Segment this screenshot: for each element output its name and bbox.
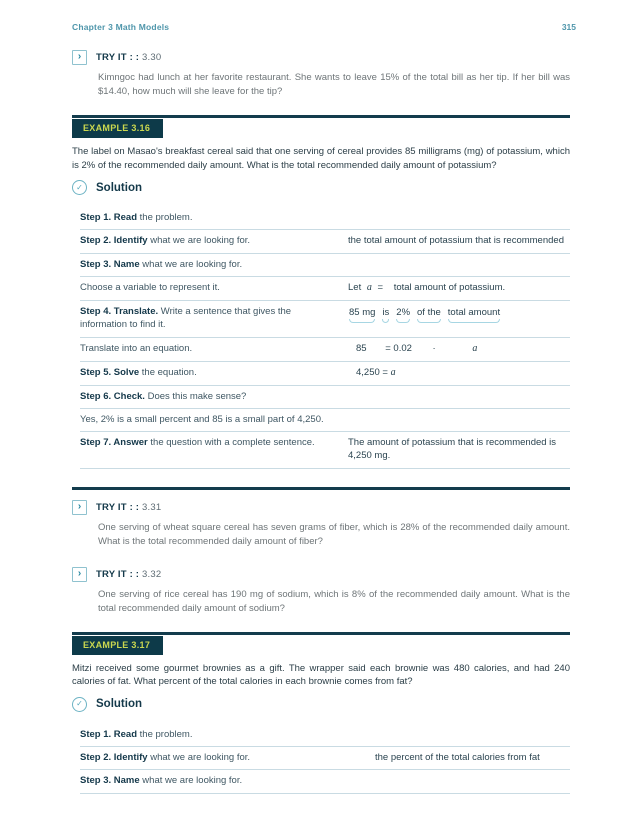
result-cell [348, 258, 570, 271]
check-circle-icon: ✓ [72, 697, 87, 712]
solution-label: Solution [96, 181, 142, 194]
tryit-label [96, 52, 161, 63]
result-cell [348, 281, 570, 295]
result-cell: the total amount of potassium that is recommended [348, 235, 564, 247]
tryit-label-text: TRY IT : : [96, 52, 140, 63]
table-row [80, 362, 570, 386]
step-rest: what we are looking for. [139, 258, 243, 270]
table-row [80, 230, 570, 253]
step-bold: Step 3. Name [80, 258, 140, 270]
step-cell [80, 258, 348, 271]
step-cell [80, 728, 375, 741]
example-3-16-body: The label on Masao's breakfast cereal said that one serving of cereal provides 85 milligrams (mg) of potassium, which is 2% of the recommended daily amount. What is the total recommended daily amount of potassium? [72, 146, 570, 171]
phrase-segment: 85 mg [349, 306, 376, 318]
tryit-label [96, 502, 161, 513]
step-bold: Step 3. Name [80, 775, 140, 787]
step-rest: the problem. [137, 212, 193, 224]
step-cell [80, 342, 348, 356]
check-circle-icon: ✓ [72, 180, 87, 195]
equation-result [348, 366, 570, 380]
step-rest: Yes, 2% is a small percent and 85 is a small part of 4,250. [80, 413, 324, 425]
phrase-segment: total amount [447, 306, 501, 318]
equation-lhs: 4,250 = [356, 366, 388, 378]
multiply-dot: · [432, 342, 436, 354]
tryit-3-32-text: One serving of rice cereal has 190 mg of sodium, which is 8% of the recommended daily amount. What is the total recommended daily amount of sodium? [98, 588, 570, 614]
tryit-3-32-header [72, 567, 570, 582]
tryit-number: 3.32 [142, 568, 162, 580]
step-bold: Step 1. Read [80, 212, 138, 224]
step-cell [80, 413, 348, 426]
step-cell [80, 366, 348, 380]
table-row [80, 277, 570, 301]
tryit-label-text: TRY IT : : [96, 501, 140, 513]
tryit-label [96, 569, 161, 580]
phrase-segment: of the [417, 306, 441, 318]
let-definition: total amount of potassium. [393, 281, 506, 293]
solution-heading [72, 697, 570, 712]
page-number: 315 [561, 22, 576, 32]
step-rest: Translate into an equation. [80, 342, 193, 354]
step-cell [80, 436, 348, 463]
step-cell [80, 281, 348, 295]
table-row [80, 432, 570, 469]
tryit-3-30-header [72, 50, 570, 65]
table-row [80, 724, 570, 747]
table-row [80, 207, 570, 230]
result-cell [375, 728, 570, 741]
chevron-right-icon[interactable]: › [72, 500, 87, 515]
step-rest: Choose a variable to represent it. [80, 281, 220, 293]
table-row [80, 747, 570, 770]
math-variable: a [390, 366, 396, 378]
phrase-segment: 2% [396, 306, 411, 318]
tryit-3-30-text: Kimngoc had lunch at her favorite restaurant. She wants to leave 15% of the total bill as her tip. If her bill was $14.40, how much will she leave for the tip? [98, 72, 570, 98]
chevron-right-icon[interactable]: › [72, 50, 87, 65]
example-3-17-badge: EXAMPLE 3.17 [72, 636, 163, 655]
tryit-3-32 [72, 567, 570, 616]
tryit-number: 3.30 [142, 52, 162, 63]
tryit-3-31-header [72, 500, 570, 515]
step-cell [80, 390, 348, 403]
example-3-17-body: Mitzi received some gourmet brownies as a gift. The wrapper said each brownie was 480 calories, and had 240 calories of fat. What percent of the total calories in each brownie comes from fat? [72, 662, 570, 688]
step-bold: Step 2. Identify [80, 752, 148, 764]
table-row [80, 386, 570, 409]
table-row [80, 409, 570, 432]
chevron-right-icon[interactable]: › [72, 567, 87, 582]
step-rest: the equation. [139, 366, 197, 378]
result-cell [348, 211, 570, 224]
table-row [80, 338, 570, 362]
step-cell [80, 305, 348, 332]
section-divider [72, 487, 570, 490]
step-rest: the question with a complete sentence. [147, 437, 315, 449]
running-header [72, 22, 576, 32]
step-bold: Step 1. Read [80, 728, 138, 740]
equation [348, 342, 570, 356]
table-row [80, 254, 570, 277]
step-cell [80, 234, 348, 247]
step-cell [80, 751, 375, 764]
step-bold: Step 4. Translate. [80, 305, 159, 317]
result-cell [348, 390, 570, 403]
equation-mid: = 0.02 [385, 342, 412, 354]
tryit-3-31 [72, 500, 570, 549]
let-word: Let [348, 281, 362, 293]
step-rest: Does this make sense? [144, 390, 247, 402]
example-3-16-rule [72, 115, 570, 118]
result-cell: the percent of the total calories from fat [375, 752, 540, 764]
tryit-3-31-text: One serving of wheat square cereal has seven grams of fiber, which is 28% of the recommended daily amount. What is the total recommended daily amount of fiber? [98, 521, 570, 547]
step-cell [80, 774, 375, 787]
step-rest: what we are looking for. [147, 752, 251, 764]
equation-lhs: 85 [356, 342, 367, 354]
tryit-3-30 [72, 50, 570, 99]
result-cell [375, 774, 570, 787]
solution-steps-table-3-17 [80, 724, 570, 794]
step-cell [80, 211, 348, 224]
step-bold: Step 5. Solve [80, 366, 140, 378]
solution-label: Solution [96, 698, 142, 711]
phrase-segment: is [382, 306, 390, 318]
math-variable: a [366, 281, 372, 293]
solution-steps-table-3-16 [80, 207, 570, 469]
solution-heading [72, 180, 570, 195]
step-rest: what we are looking for. [147, 235, 251, 247]
chapter-title: Chapter 3 Math Models [72, 22, 170, 32]
step-bold: Step 6. Check. [80, 390, 145, 402]
table-row [80, 770, 570, 793]
tryit-number: 3.31 [142, 501, 162, 513]
step-rest: the problem. [137, 728, 193, 740]
result-cell: The amount of potassium that is recommended is 4,250 mg. [348, 437, 557, 462]
step-rest: Write a sentence that gives the information to find it. [80, 305, 292, 331]
example-3-17-rule [72, 632, 570, 635]
sentence-diagram [348, 305, 570, 332]
example-3-16-badge: EXAMPLE 3.16 [72, 119, 163, 138]
table-row [80, 301, 570, 338]
math-variable: a [472, 342, 478, 354]
step-bold: Step 7. Answer [80, 437, 148, 449]
result-cell [348, 413, 570, 426]
step-bold: Step 2. Identify [80, 235, 148, 247]
tryit-label-text: TRY IT : : [96, 568, 140, 580]
step-rest: what we are looking for. [139, 775, 243, 787]
equals-sign: = [377, 281, 384, 293]
